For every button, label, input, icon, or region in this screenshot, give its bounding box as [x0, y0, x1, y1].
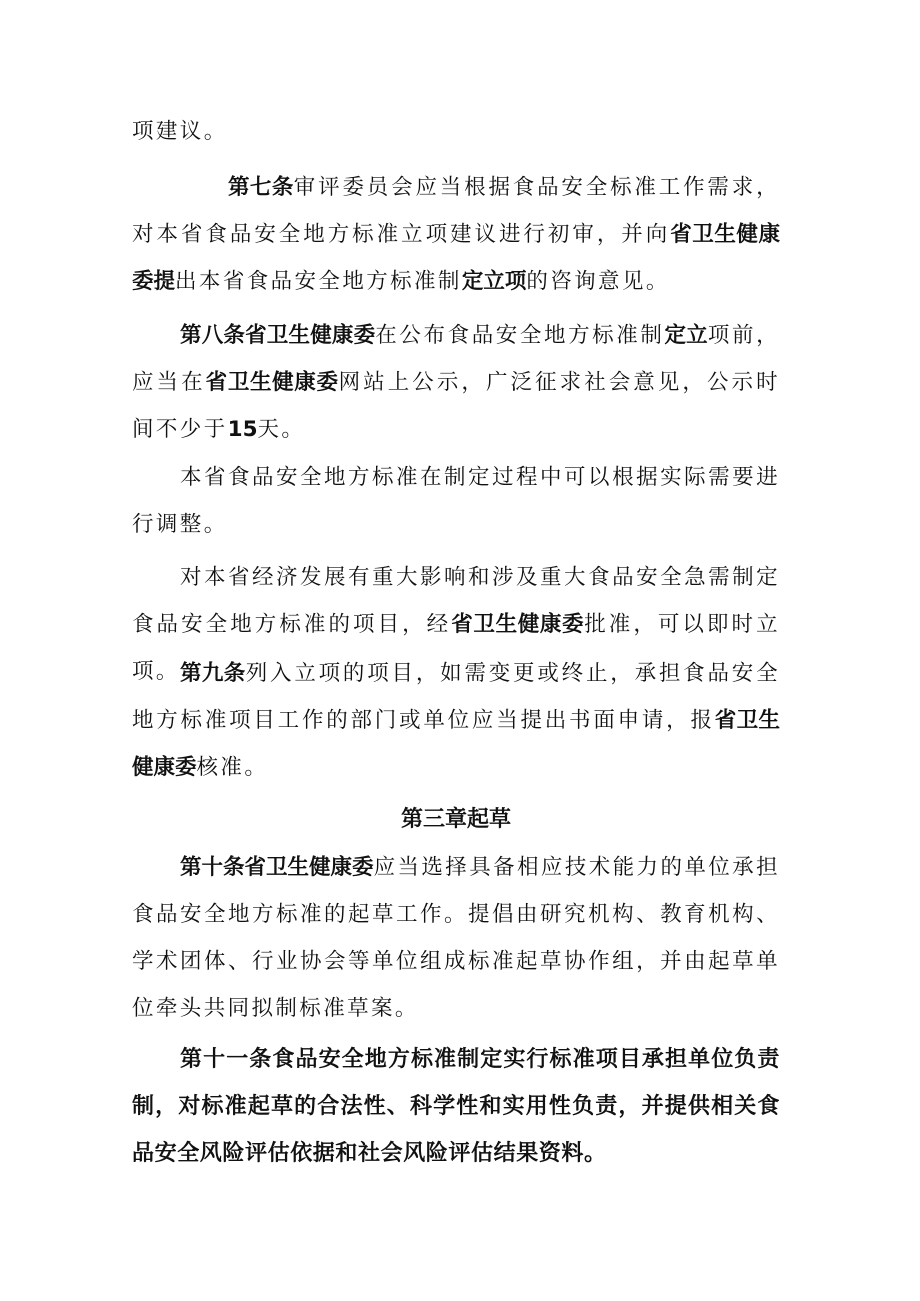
- paragraph-continuation: [132, 108, 780, 155]
- paragraph-text: 项前，应当在: [132, 323, 780, 395]
- article-9-paragraph: [132, 650, 780, 791]
- paragraph-text: 出本省食品安全地方标准制: [175, 269, 462, 294]
- article-8-paragraph: [132, 312, 780, 453]
- paragraph-text: 项建议。: [132, 119, 228, 144]
- paragraph-text: 对本省经济发展有重大影响和涉及重大食品安全急需制定食品安全地方标准的项目，经: [132, 565, 780, 637]
- bold-term: 定立项: [461, 269, 527, 294]
- paragraph-text: 应当选择具备相应技术能力的单位承担食品安全地方标准的起草工作。提倡由研究机构、教育机构、学术团体、行业协会等单位组成标准起草协作组，并由起草单位牵头共同拟制标准草案。: [132, 855, 780, 1021]
- bold-term: 定立: [664, 323, 708, 348]
- article-10-number: 第十条省卫生健康委: [180, 855, 374, 880]
- paragraph-text: 在公布食品安全地方标准制: [375, 323, 665, 348]
- paragraph-text: 天。: [257, 417, 306, 442]
- article-9-number: 第九条: [180, 661, 246, 686]
- article-7-number: 第七条: [228, 175, 294, 200]
- bold-term: 省卫生健康委提: [132, 222, 780, 294]
- paragraph-text: 批准，可以即时立项。: [132, 612, 781, 684]
- article-8-number: 第八条省卫生健康委: [180, 323, 376, 348]
- article-10-paragraph: [132, 844, 780, 1032]
- paragraph-text: 审评委员会应当根据食品安全标准工作需求，对本省食品安全地方标准立项建议进行初审，并向: [132, 175, 780, 247]
- bold-term: 省卫生健康委: [451, 612, 585, 637]
- paragraph-text: 第十一条食品安全地方标准制定实行标准项目承担单位负责制，对标准起草的合法性、科学性和实用性负责，并提供相关食品安全风险评估依据和社会风险评估结果资料。: [132, 1047, 780, 1166]
- paragraph-text: 列入立项的项目，如需变更或终止，承担食品安全地方标准项目工作的部门或单位应当提出书面申请，报: [132, 661, 780, 733]
- adjustment-paragraph: [132, 454, 780, 548]
- paragraph-text: 网站上公示，广泛征求社会意见，公示时间不少于: [132, 370, 780, 442]
- article-7-paragraph: [132, 164, 780, 305]
- article-11-paragraph: [132, 1036, 780, 1177]
- paragraph-text: 核准。: [196, 755, 269, 780]
- paragraph-text: 的咨询意见。: [526, 269, 670, 294]
- paragraph-text: 本省食品安全地方标准在制定过程中可以根据实际需要进行调整。: [132, 465, 780, 537]
- number-text: 15: [227, 417, 258, 442]
- bold-term: 省卫生健康委: [205, 370, 339, 395]
- bold-term: 省卫生健康委: [132, 708, 780, 780]
- chapter-heading: 第三章起草: [400, 807, 511, 832]
